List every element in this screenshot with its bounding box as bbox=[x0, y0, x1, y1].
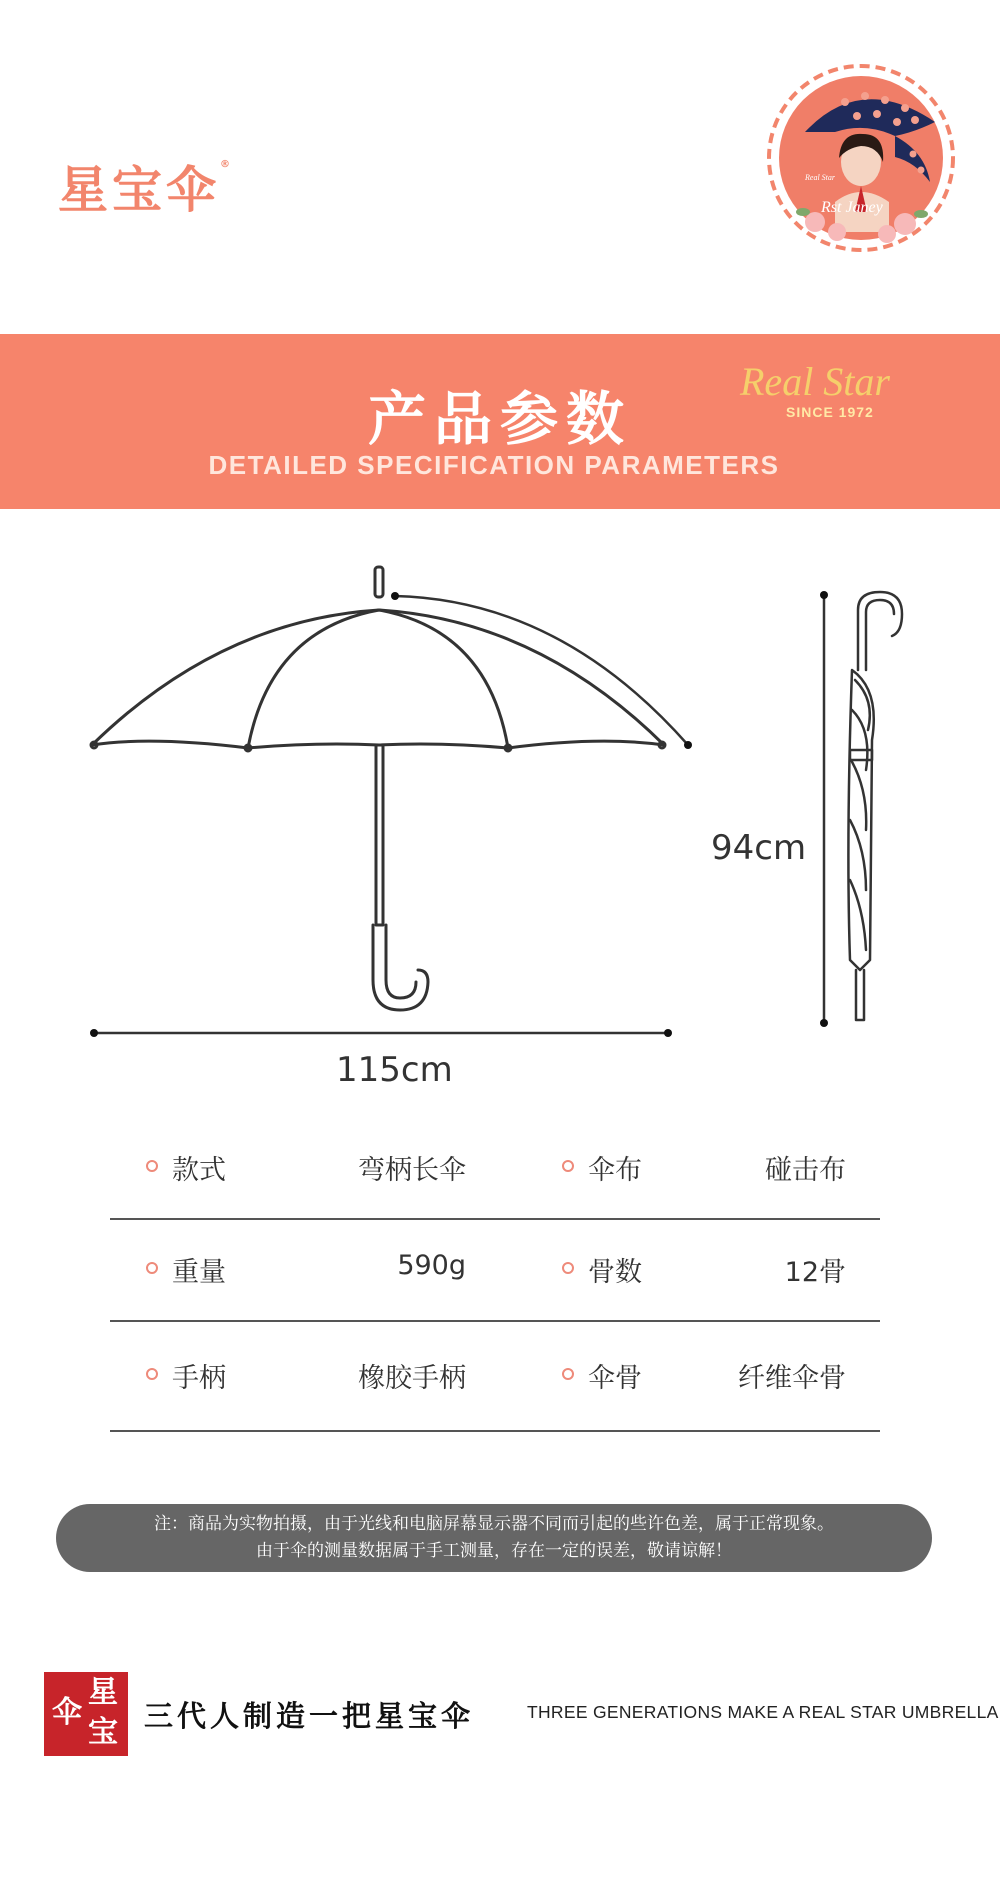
registered-mark: ® bbox=[220, 159, 234, 171]
spec-value: 12骨 bbox=[784, 1257, 846, 1288]
spec-row bbox=[110, 1220, 880, 1322]
seal-char: 宝 bbox=[88, 1715, 118, 1750]
spec-label: 款式 bbox=[172, 1155, 226, 1186]
bullet-icon bbox=[562, 1262, 574, 1274]
page-title: 产品参数 bbox=[367, 385, 632, 453]
spec-row bbox=[110, 1322, 880, 1432]
footer-slogan-en: THREE GENERATIONS MAKE A REAL STAR UMBRELLA bbox=[527, 1702, 999, 1722]
spec-row bbox=[110, 1118, 880, 1220]
bullet-icon bbox=[562, 1368, 574, 1380]
spec-label: 手柄 bbox=[172, 1363, 226, 1394]
brand-seal bbox=[44, 1672, 128, 1756]
spec-value: 纤维伞骨 bbox=[738, 1363, 846, 1394]
seal-char: 星 bbox=[88, 1675, 118, 1710]
bullet-icon bbox=[146, 1160, 158, 1172]
spec-value: 弯柄长伞 bbox=[358, 1155, 466, 1186]
disclaimer-note bbox=[56, 1504, 932, 1572]
bullet-icon bbox=[146, 1368, 158, 1380]
badge-name-text: Rst Janey bbox=[821, 199, 883, 216]
closed-length-label: 94cm bbox=[711, 828, 807, 868]
spec-label: 重量 bbox=[172, 1257, 226, 1288]
spec-label: 伞布 bbox=[588, 1155, 642, 1186]
note-line-2: 由于伞的测量数据属于手工测量，存在一定的误差，敬请谅解！ bbox=[256, 1541, 732, 1561]
brand-logo-text: 星宝伞 bbox=[58, 161, 220, 219]
spec-value: 590g bbox=[397, 1250, 466, 1281]
since-text: SINCE 1972 bbox=[786, 404, 874, 420]
spec-value: 橡胶手柄 bbox=[358, 1363, 466, 1394]
footer-slogan-cn: 三代人制造一把星宝伞 bbox=[144, 1699, 475, 1733]
spec-label: 骨数 bbox=[588, 1257, 642, 1288]
badge-script-text: Real Star bbox=[805, 173, 835, 182]
bullet-icon bbox=[146, 1262, 158, 1274]
note-line-1: 注：商品为实物拍摄，由于光线和电脑屏幕显示器不同而引起的些许色差，属于正常现象。 bbox=[154, 1514, 834, 1534]
open-width-label: 115cm bbox=[336, 1050, 453, 1090]
script-logo: Real Star bbox=[740, 359, 890, 404]
spec-value: 碰击布 bbox=[765, 1155, 846, 1186]
seal-char: 伞 bbox=[52, 1695, 82, 1730]
bullet-icon bbox=[562, 1160, 574, 1172]
open-umbrella-icon bbox=[91, 567, 665, 1010]
closed-umbrella-icon bbox=[848, 592, 902, 1020]
page-subtitle: DETAILED SPECIFICATION PARAMETERS bbox=[208, 450, 780, 480]
umbrella-dimension-diagram bbox=[0, 540, 1000, 1100]
brand-badge-illustration bbox=[765, 62, 957, 254]
brand-logo bbox=[58, 150, 234, 222]
spec-label: 伞骨 bbox=[588, 1363, 642, 1394]
